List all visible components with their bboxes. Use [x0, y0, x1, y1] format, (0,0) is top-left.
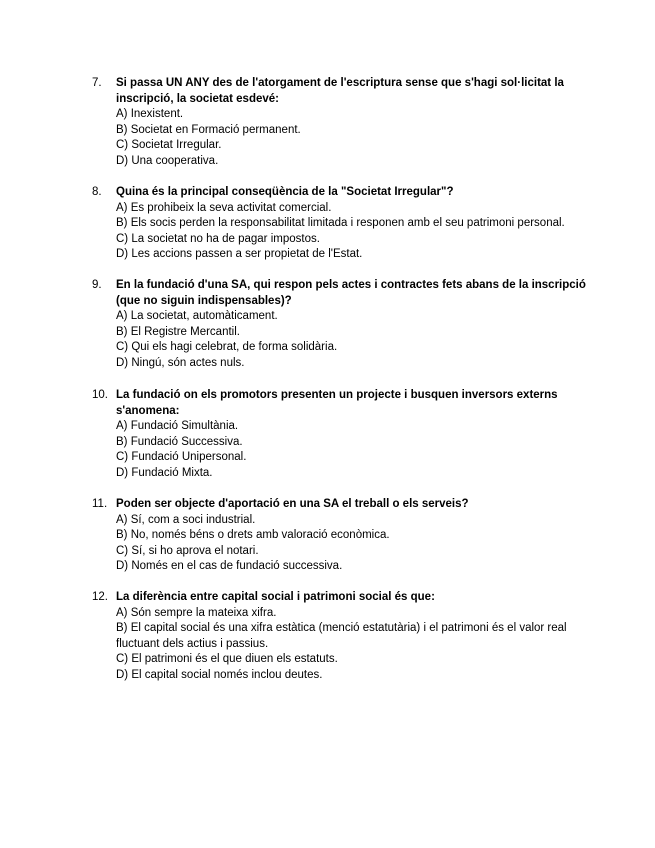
- question-header: [92, 278, 592, 309]
- question-number: 10.: [92, 389, 108, 401]
- option-a: A) Són sempre la mateixa xifra.: [116, 606, 277, 619]
- answer-options: [116, 606, 592, 684]
- option-d: D) Les accions passen a ser propietat de l'Estat.: [116, 248, 363, 260]
- answer-options: [116, 309, 592, 371]
- question-text: Poden ser objecte d'aportació en una SA el treball o els serveis?: [116, 498, 469, 510]
- question-text: La diferència entre capital social i patrimoni social és que:: [116, 591, 435, 603]
- option-c: C) Fundació Unipersonal.: [116, 451, 247, 463]
- question-number: 12.: [92, 591, 108, 603]
- question-header: [92, 590, 592, 606]
- option-a: A) Fundació Simultània.: [116, 420, 239, 432]
- question-text: La fundació on els promotors presenten un projecte i busquen inversors externs s'anomena:: [116, 389, 558, 417]
- question-number: 11.: [92, 498, 108, 510]
- option-b: B) Els socis perden la responsabilitat limitada i responen amb el seu patrimoni personal.: [116, 217, 565, 229]
- question-text: Quina és la principal conseqüència de la "Societat Irregular"?: [116, 186, 454, 198]
- option-d: D) Una cooperativa.: [116, 154, 219, 167]
- question-number: 7.: [92, 77, 102, 89]
- question-header: [92, 76, 592, 107]
- question-7: [92, 76, 592, 169]
- answer-options: [116, 513, 592, 575]
- question-text: Si passa UN ANY des de l'atorgament de l'escriptura sense que s'hagi sol·licitat la inscripció, la societat esdevé:: [116, 77, 564, 105]
- question-9: [92, 278, 592, 371]
- question-text: En la fundació d'una SA, qui respon pels actes i contractes fets abans de la inscripció (que no siguin indispensables)?: [116, 279, 586, 307]
- question-number: 8.: [92, 186, 102, 198]
- option-a: A) Es prohibeix la seva activitat comercial.: [116, 201, 332, 214]
- question-12: [92, 590, 592, 683]
- option-a: A) Sí, com a soci industrial.: [116, 513, 256, 526]
- question-header: [92, 497, 592, 513]
- answer-options: [116, 201, 592, 263]
- option-b: B) El Registre Mercantil.: [116, 325, 240, 338]
- option-a: A) Inexistent.: [116, 108, 184, 120]
- question-10: [92, 388, 592, 481]
- question-header: [92, 185, 592, 201]
- question-11: [92, 497, 592, 575]
- question-8: [92, 185, 592, 263]
- option-d: D) Fundació Mixta.: [116, 466, 213, 479]
- option-d: D) Només en el cas de fundació successiva.: [116, 560, 343, 572]
- option-a: A) La societat, automàticament.: [116, 310, 278, 322]
- question-header: [92, 388, 592, 419]
- option-b: B) Fundació Successiva.: [116, 435, 243, 448]
- question-number: 9.: [92, 279, 102, 291]
- option-d: D) Ningú, són actes nuls.: [116, 356, 245, 369]
- option-c: C) Societat Irregular.: [116, 139, 222, 151]
- option-d: D) El capital social només inclou deutes.: [116, 668, 323, 681]
- option-c: C) La societat no ha de pagar impostos.: [116, 232, 320, 245]
- answer-options: [116, 107, 592, 169]
- option-c: C) Sí, si ho aprova el notari.: [116, 544, 259, 557]
- option-b: B) El capital social és una xifra estàtica (menció estatutària) i el patrimoni és el valor real fluctuant dels actius i passius.: [116, 622, 567, 650]
- option-b: B) Societat en Formació permanent.: [116, 123, 301, 136]
- option-b: B) No, només béns o drets amb valoració econòmica.: [116, 529, 390, 541]
- option-c: C) Qui els hagi celebrat, de forma solidària.: [116, 341, 338, 353]
- option-c: C) El patrimoni és el que diuen els estatuts.: [116, 653, 338, 665]
- answer-options: [116, 419, 592, 481]
